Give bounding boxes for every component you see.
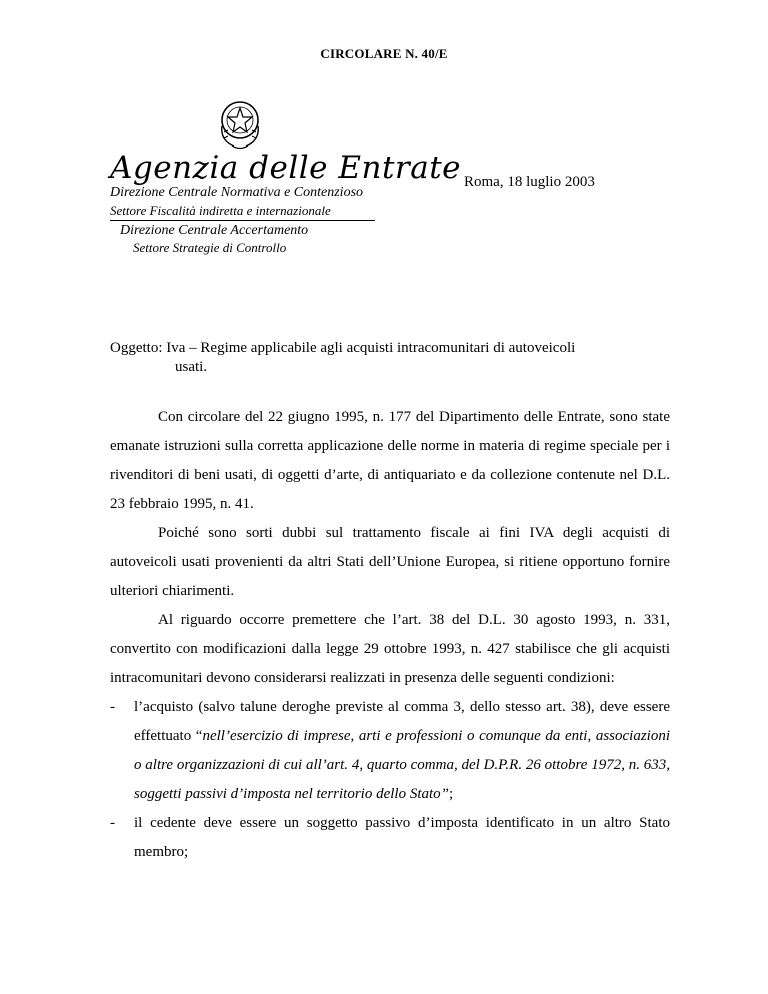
subject [110, 339, 670, 377]
paragraph-2: Poiché sono sorti dubbi sul trattamento fiscale ai fini IVA degli acquisti di autoveicoli usati provenienti da altri Stati dell’Unione Europea, si ritiene opportuno fornire ulteriori chiarimenti. [110, 525, 670, 599]
bullet1-text: l’acquisto (salvo talune deroghe previste al comma 3, dello stesso art. 38), deve essere effettuato “ [134, 699, 670, 744]
bullet1-end: ; [449, 786, 454, 802]
bullet-dash: - [110, 699, 115, 715]
department-accertamento: Direzione Centrale Accertamento [120, 223, 309, 238]
conditions-list [110, 693, 670, 867]
subject-text-line1: Iva – Regime applicabile agli acquisti intracomunitari di autoveicoli [166, 340, 576, 356]
sector-fiscalita: Settore Fiscalità indiretta e internazionale [110, 203, 331, 218]
bullet1-quote: nell’esercizio di imprese, arti e professioni o comunque da enti, associazioni o altre organizzazioni di cui all’art. 4, quarto comma, del D.P.R. 26 ottobre 1972, n. 633, soggetti passivi d’imposta nel territorio dello Stato” [134, 728, 670, 802]
department-normativa: Direzione Centrale Normativa e Contenzioso [110, 185, 364, 200]
circular-title: CIRCOLARE N. 40/E [320, 46, 448, 61]
paragraph-3: Al riguardo occorre premettere che l’art. 38 del D.L. 30 agosto 1993, n. 331, convertito con modificazioni dalla legge 29 ottobre 1993, n. 427 stabilisce che gli acquisti intracomunitari devono considerarsi realizzati in presenza delle seguenti condizioni: [110, 612, 670, 686]
list-item [110, 693, 670, 809]
republic-emblem-icon [214, 96, 266, 152]
bullet2-text: il cedente deve essere un soggetto passivo d’imposta identificato in un altro Stato membro; [134, 815, 670, 860]
subject-text-line2: usati. [175, 359, 208, 375]
document-date: Roma, 18 luglio 2003 [464, 174, 595, 190]
document-body [110, 403, 670, 867]
list-item [110, 809, 670, 867]
subject-label: Oggetto: [110, 340, 163, 356]
agency-name: Agenzia delle Entrate [110, 150, 462, 186]
divider [110, 220, 375, 221]
paragraph-1: Con circolare del 22 giugno 1995, n. 177 del Dipartimento delle Entrate, sono state emanate istruzioni sulla corretta applicazione delle norme in materia di regime speciale per i rivenditori di beni usati, di oggetti d’arte, di antiquariato e da collezione contenute nel D.L. 23 febbraio 1995, n. 41. [110, 409, 670, 512]
sector-strategie: Settore Strategie di Controllo [133, 240, 287, 255]
bullet-dash: - [110, 815, 115, 831]
